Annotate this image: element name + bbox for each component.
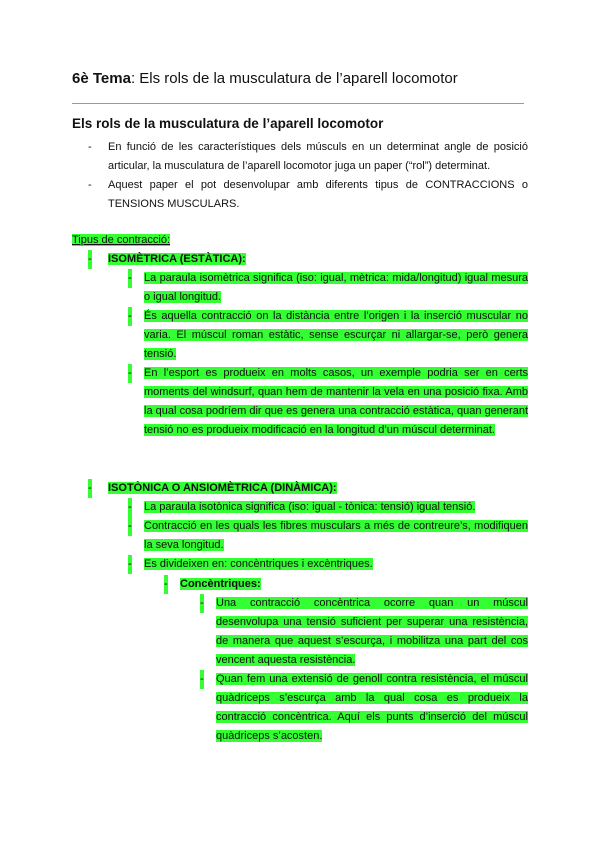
- list-item: - La paraula isotònica significa (iso: igual - tònica: tensió) igual tensió.: [128, 498, 528, 517]
- list-item: - Una contracció concèntrica ocorre quan un múscul desenvolupa una tensió suficient per superar una resistència, de manera que aquest s’escurça, i mobilitza una part del cos vencent aquesta resistència.: [200, 594, 528, 670]
- dash-bullet: -: [88, 250, 92, 269]
- list-item: - És aquella contracció on la distància entre l’origen i la inserció muscular no varia. El múscul roman estàtic, sense escurçar ni allargar-se, però genera tensió.: [128, 307, 528, 364]
- title-divider: [72, 103, 524, 104]
- topic-number: 6è Tema: [72, 70, 131, 87]
- concentriques-list: [200, 594, 528, 746]
- list-item: - Es divideixen en: concèntriques i excèntriques.: [128, 555, 528, 574]
- isometrica-heading-row: [88, 250, 528, 269]
- contraction-types-label: Tipus de contracció:: [72, 234, 171, 246]
- section-heading: Els rols de la musculatura de l’aparell locomotor: [72, 116, 384, 131]
- list-item: - Quan fem una extensió de genoll contra resistència, el múscul quàdriceps s’escurça amb la qual cosa es produeix la contracció concèntrica. Aquí els punts d’inserció del múscul quàdriceps s’acosten.: [200, 670, 528, 746]
- dash-bullet: -: [88, 479, 92, 498]
- isometrica-heading: ISOMÈTRICA (ESTÀTICA):: [108, 253, 246, 265]
- list-item: - Aquest paper el pot desenvolupar amb diferents tipus de CONTRACCIONS o TENSIONS MUSCULARS.: [88, 176, 528, 214]
- page-title: [72, 70, 458, 87]
- list-item: - En l’esport es produeix en molts casos, un exemple podria ser en certs moments del windsurf, quan hem de mantenir la vela en una posició fixa. Amb la qual cosa podríem dir que es genera una contracció estàtica, quan generant tensió no es produeix modificació en la longitud d’un múscul determinat.: [128, 364, 528, 440]
- dash-bullet: -: [88, 179, 92, 191]
- dash-bullet: -: [88, 141, 92, 153]
- list-item: - La paraula isomètrica significa (iso: igual, mètrica: mida/longitud) igual mesura o igual longitud.: [128, 269, 528, 307]
- isotonica-list: [128, 498, 528, 574]
- intro-list: [88, 138, 528, 214]
- isotonica-heading-row: [88, 479, 528, 498]
- concentriques-heading: Concèntriques:: [180, 578, 261, 590]
- list-item: - En funció de les característiques dels músculs en un determinat angle de posició articular, la musculatura de l’aparell locomotor juga un paper (“rol”) determinat.: [88, 138, 528, 176]
- topic-title: : Els rols de la musculatura de l’aparell locomotor: [130, 70, 458, 87]
- list-item: - Contracció en les quals les fibres musculars a més de contreure’s, modifiquen la seva longitud.: [128, 517, 528, 555]
- dash-bullet: -: [164, 575, 168, 594]
- isotonica-heading: ISOTÒNICA O ANSIOMÈTRICA (DINÀMICA):: [108, 482, 337, 494]
- concentriques-heading-row: [164, 575, 528, 594]
- isometrica-list: [128, 269, 528, 440]
